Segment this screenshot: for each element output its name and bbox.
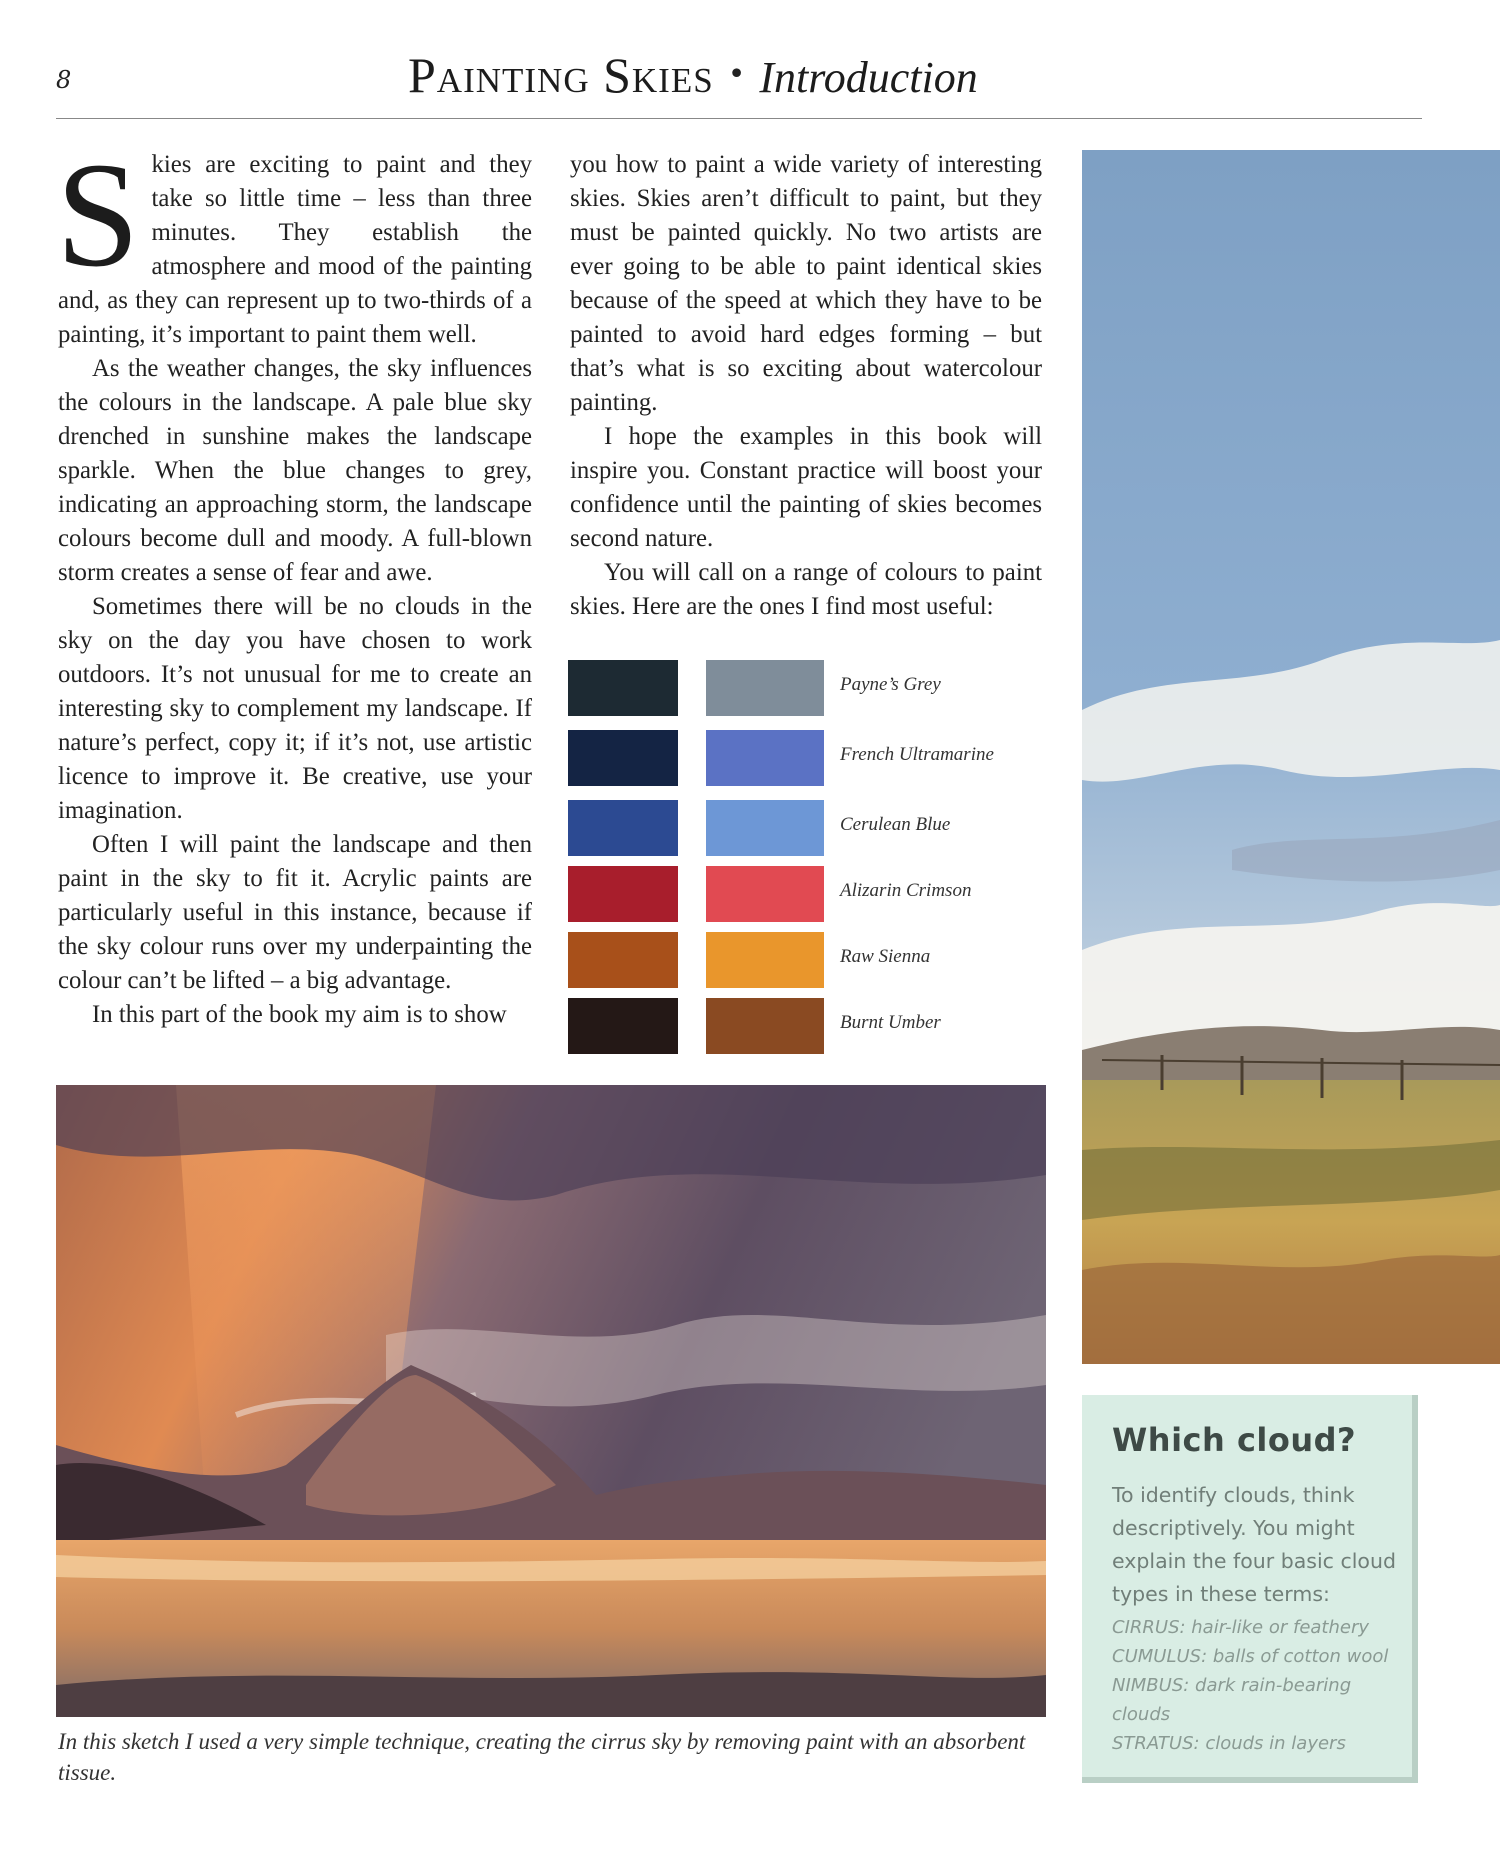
colour-name: French Ultramarine: [840, 744, 994, 765]
drop-cap: S: [56, 132, 140, 298]
title-separator: •: [727, 57, 746, 92]
paragraph: Sometimes there will be no clouds in the sky on the day you have chosen to work outdoors. It’s not unusual for me to create an interesting sky to complement my landscape. If nature’s perfect, copy it; if it’s not, use artistic licence to improve it. Be creative, use your imagination.: [58, 593, 532, 824]
swatch-light: [706, 660, 824, 716]
blue-sky-painting: [1082, 150, 1500, 1364]
palette-row-raw-sienna: [568, 932, 1048, 988]
palette-row-burnt-umber: [568, 998, 1048, 1054]
paragraph-text: kies are exciting to paint and they take so little time – less than three minutes. They establish the atmosphere and mood of the painting and, as they can represent up to two-thirds of a painting, it’s important to paint them well.: [58, 151, 532, 348]
paragraph: As the weather changes, the sky influences the colours in the landscape. A pale blue sky drenched in sunshine makes the landscape sparkle. When the blue changes to grey, indicating an approaching storm, the landscape colours become dull and moody. A full-blown storm creates a sense of fear and awe.: [58, 355, 532, 586]
cloud-type-item: CUMULUS: balls of cotton wool: [1112, 1646, 1389, 1667]
swatch-dark: [568, 660, 678, 716]
foreground-earth: [1082, 1255, 1500, 1364]
palette-row-french-ultramarine: [568, 730, 1048, 786]
paragraph: I hope the examples in this book will inspire you. Constant practice will boost your confidence until the painting of skies becomes second nature.: [570, 423, 1042, 552]
swatch-dark: [568, 730, 678, 786]
swatch-light: [706, 932, 824, 988]
palette-row-alizarin-crimson: [568, 866, 1048, 922]
storm-sky-painting: [56, 1085, 1046, 1717]
colour-name: Burnt Umber: [840, 1012, 941, 1033]
paragraph: you how to paint a wide variety of interesting skies. Skies aren’t difficult to paint, but they must be painted quickly. No two artists are ever going to be able to paint identical skies because of the speed at which they have to be painted to avoid hard edges forming – but that’s what is so exciting about watercolour painting.: [570, 151, 1042, 416]
section-title: Introduction: [759, 53, 978, 102]
swatch-dark: [568, 866, 678, 922]
cloud-type-list: [1112, 1613, 1412, 1758]
swatch-light: [706, 730, 824, 786]
painting-caption: In this sketch I used a very simple technique, creating the cirrus sky by removing paint with an absorbent tissue.: [58, 1729, 1026, 1785]
cloud-type-item: CIRRUS: hair-like or feathery: [1112, 1617, 1370, 1638]
swatch-dark: [568, 800, 678, 856]
text-column-2: [570, 148, 1042, 624]
paragraph: Often I will paint the landscape and then paint in the sky to fit it. Acrylic paints are particularly useful in this instance, because if the sky colour runs over my underpainting the colour can’t be lifted – a big advantage.: [58, 831, 532, 994]
cloud-type-item: STRATUS: clouds in layers: [1112, 1733, 1346, 1754]
blue-sky-illustration: [1082, 150, 1500, 1364]
storm-sky-illustration: [56, 1085, 1046, 1717]
which-cloud-title: Which cloud?: [1112, 1421, 1357, 1459]
colour-name: Cerulean Blue: [840, 814, 951, 835]
swatch-dark: [568, 932, 678, 988]
colour-name: Payne’s Grey: [840, 674, 941, 695]
cloud-type-item: NIMBUS: dark rain-bearing clouds: [1112, 1675, 1352, 1725]
paragraph: You will call on a range of colours to paint skies. Here are the ones I find most useful:: [570, 559, 1042, 620]
text-column-1: [56, 132, 532, 1032]
page-number: 8: [56, 66, 72, 94]
foreground-shore: [56, 1672, 1046, 1717]
paragraph: In this part of the book my aim is to show: [92, 1001, 507, 1028]
swatch-dark: [568, 998, 678, 1054]
colour-name: Alizarin Crimson: [840, 880, 972, 901]
palette-row-cerulean-blue: [568, 800, 1048, 856]
paragraph: [56, 132, 532, 352]
swatch-light: [706, 998, 824, 1054]
book-title: Painting Skies: [408, 47, 714, 103]
palette-row-paynes-grey: [568, 660, 1048, 716]
swatch-light: [706, 866, 824, 922]
header-divider: [56, 118, 1422, 119]
colour-name: Raw Sienna: [840, 946, 931, 967]
page-title: [408, 46, 978, 104]
which-cloud-intro: To identify clouds, think descriptively. You might explain the four basic cloud types in these terms:: [1112, 1483, 1396, 1606]
which-cloud-box: [1082, 1395, 1418, 1783]
swatch-light: [706, 800, 824, 856]
